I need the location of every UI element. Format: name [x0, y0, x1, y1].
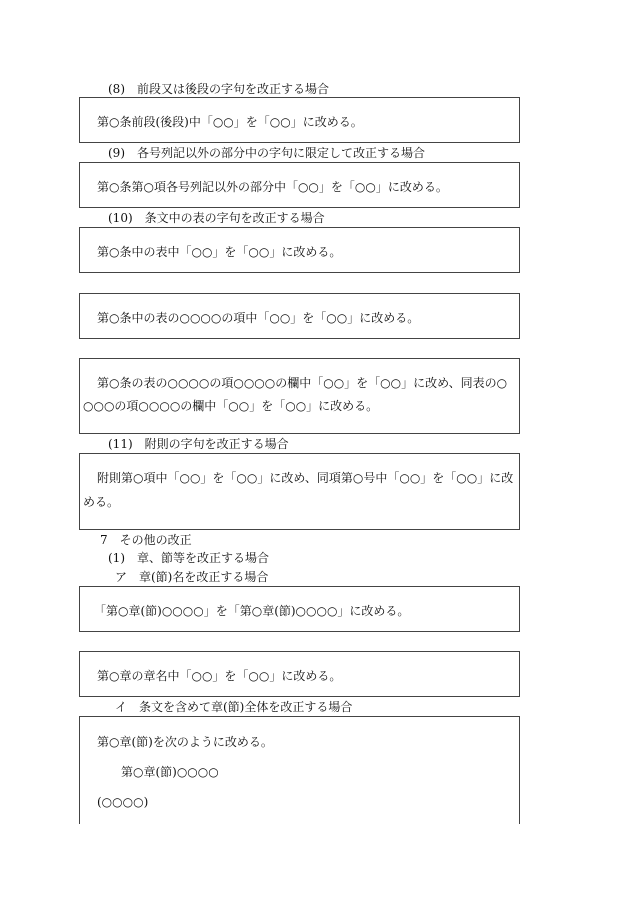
example-text-line1: 第○条の表の○○○○の項○○○○の欄中「○○」を「○○」に改め、同表の○	[97, 376, 508, 390]
heading-9: (9) 各号列記以外の部分中の字句に限定して改正する場合	[108, 146, 426, 160]
example-text: 第○条前段(後段)中「○○」を「○○」に改める。	[97, 115, 363, 129]
heading-11: (11) 附則の字句を改正する場合	[108, 437, 289, 451]
example-text: 「第○章(節)○○○○」を「第○章(節)○○○○」に改める。	[94, 604, 410, 618]
example-text-line1: 附則第○項中「○○」を「○○」に改め、同項第○号中「○○」を「○○」に改	[97, 471, 514, 485]
example-text-line2: ○○○の項○○○○の欄中「○○」を「○○」に改める。	[83, 399, 379, 413]
example-text-line2: 第○章(節)○○○○	[121, 765, 219, 779]
example-text-line3: (○○○○)	[97, 795, 149, 809]
section-7-1-a-heading: ア 章(節)名を改正する場合	[115, 570, 269, 584]
example-text: 第○章の章名中「○○」を「○○」に改める。	[97, 669, 342, 683]
example-box-9	[79, 162, 520, 208]
example-text: 第○条中の表の○○○○の項中「○○」を「○○」に改める。	[97, 311, 420, 325]
example-box-i	[79, 716, 520, 824]
example-box-11	[79, 453, 520, 530]
example-text-line1: 第○章(節)を次のように改める。	[97, 735, 273, 749]
heading-8: (8) 前段又は後段の字句を改正する場合	[108, 82, 329, 96]
example-text-line2: める。	[83, 495, 120, 509]
example-box-8	[79, 97, 520, 143]
example-box-10c	[79, 358, 520, 434]
section-7-1-i-heading: イ 条文を含めて章(節)全体を改正する場合	[115, 700, 353, 714]
section-7-1-heading: (1) 章、節等を改正する場合	[108, 551, 269, 565]
heading-10: (10) 条文中の表の字句を改正する場合	[108, 211, 325, 225]
example-text: 第○条第○項各号列記以外の部分中「○○」を「○○」に改める。	[97, 180, 448, 194]
example-box-10b	[79, 293, 520, 339]
example-box-10a	[79, 227, 520, 273]
example-box-a2	[79, 651, 520, 697]
example-box-a1	[79, 586, 520, 632]
example-text: 第○条中の表中「○○」を「○○」に改める。	[97, 245, 342, 259]
section-7-heading: 7 その他の改正	[100, 533, 192, 547]
